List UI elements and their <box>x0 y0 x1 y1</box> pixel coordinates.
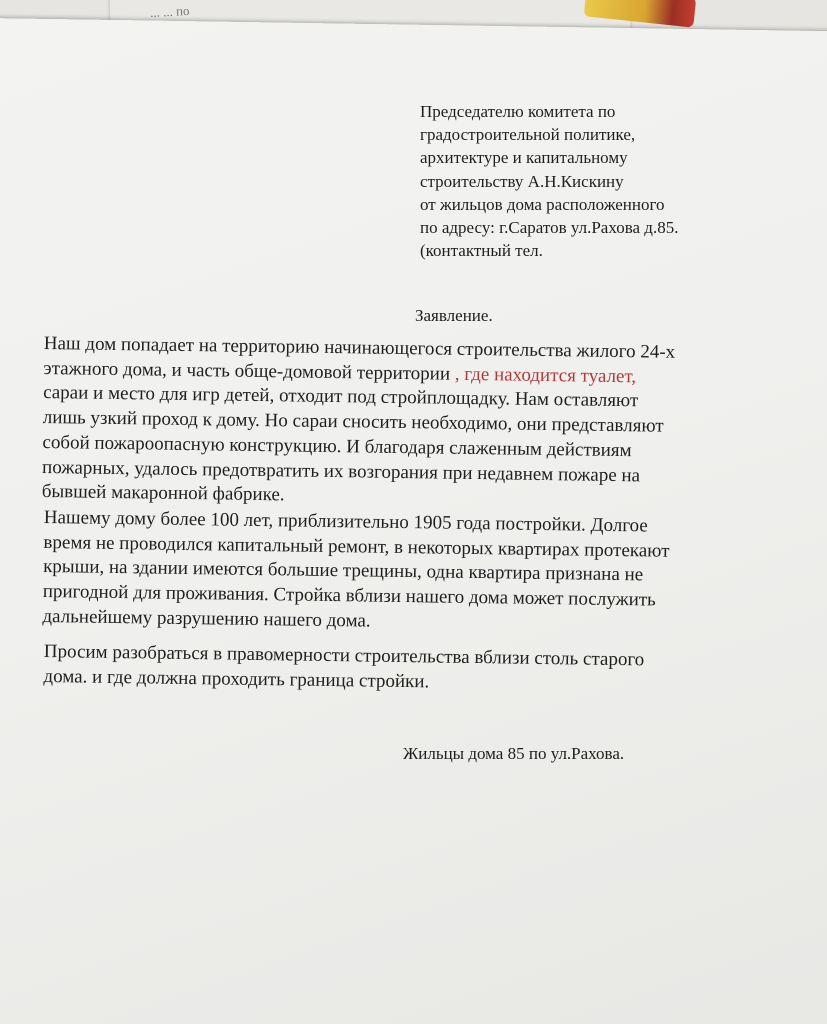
addressee-line: от жильцов дома расположенного <box>420 194 665 214</box>
paragraph-line: Нашему дому более 100 лет, приблизительно 1905 года постройки. Долгое <box>43 506 648 537</box>
paragraph-1 <box>42 332 804 516</box>
paragraph-line: Просим разобраться в правомерности строительства вблизи столь старого <box>43 640 645 671</box>
paragraph-line: дома. и где должна проходить граница стройки. <box>43 665 430 693</box>
paragraph-line: сараи и место для игр детей, отходит под стройплощадку. Нам оставляют <box>43 382 639 412</box>
addressee-line: градостроительной политике, <box>420 125 636 145</box>
paragraph-line: собой пожароопасную конструкцию. И благодаря слаженным действиям <box>42 431 632 462</box>
paragraph-line: пригодной для проживания. Стройка вблизи нашего дома может послужить <box>42 581 656 611</box>
paragraph-line: время не проводился капитальный ремонт, в некоторых квартирах протекают <box>43 531 670 562</box>
paragraph-line: бывшей макаронной фабрике. <box>41 481 285 506</box>
paragraph-line: пожарных, удалось предотвратить их возгорания при недавнем пожаре на <box>41 456 641 486</box>
addressee-line: Председателю комитета по <box>420 102 616 121</box>
paragraph-3 <box>43 640 804 700</box>
paragraph-2 <box>42 506 804 640</box>
addressee-block <box>420 100 800 262</box>
addressee-line: по адресу: г.Саратов ул.Рахова д.85. <box>420 218 679 238</box>
paragraph-line: лишь узкий проход к дому. Но сараи сносить необходимо, они представляют <box>42 407 664 437</box>
paragraph-line: крыши, на здании имеются большие трещины, одна квартира признана не <box>43 556 644 586</box>
paragraph-line: дальнейшему разрушению нашего дома. <box>42 605 371 632</box>
addressee-line: (контактный тел. <box>420 241 543 261</box>
addressee-line: строительству А.Н.Кискину <box>420 171 624 191</box>
highlighted-text: , где находится туалет, <box>454 363 637 387</box>
document-title: Заявление. <box>415 306 493 325</box>
signature: Жильцы дома 85 по ул.Рахова. <box>403 744 625 763</box>
addressee-line: архитектуре и капитальному <box>420 148 628 168</box>
paragraph-text: этажного дома, и часть обще-домовой территории <box>43 357 455 385</box>
paragraph-line: Наш дом попадает на территорию начинающегося строительства жилого 24-х <box>43 332 676 363</box>
underlying-paper-text: ... ... по <box>149 2 190 21</box>
